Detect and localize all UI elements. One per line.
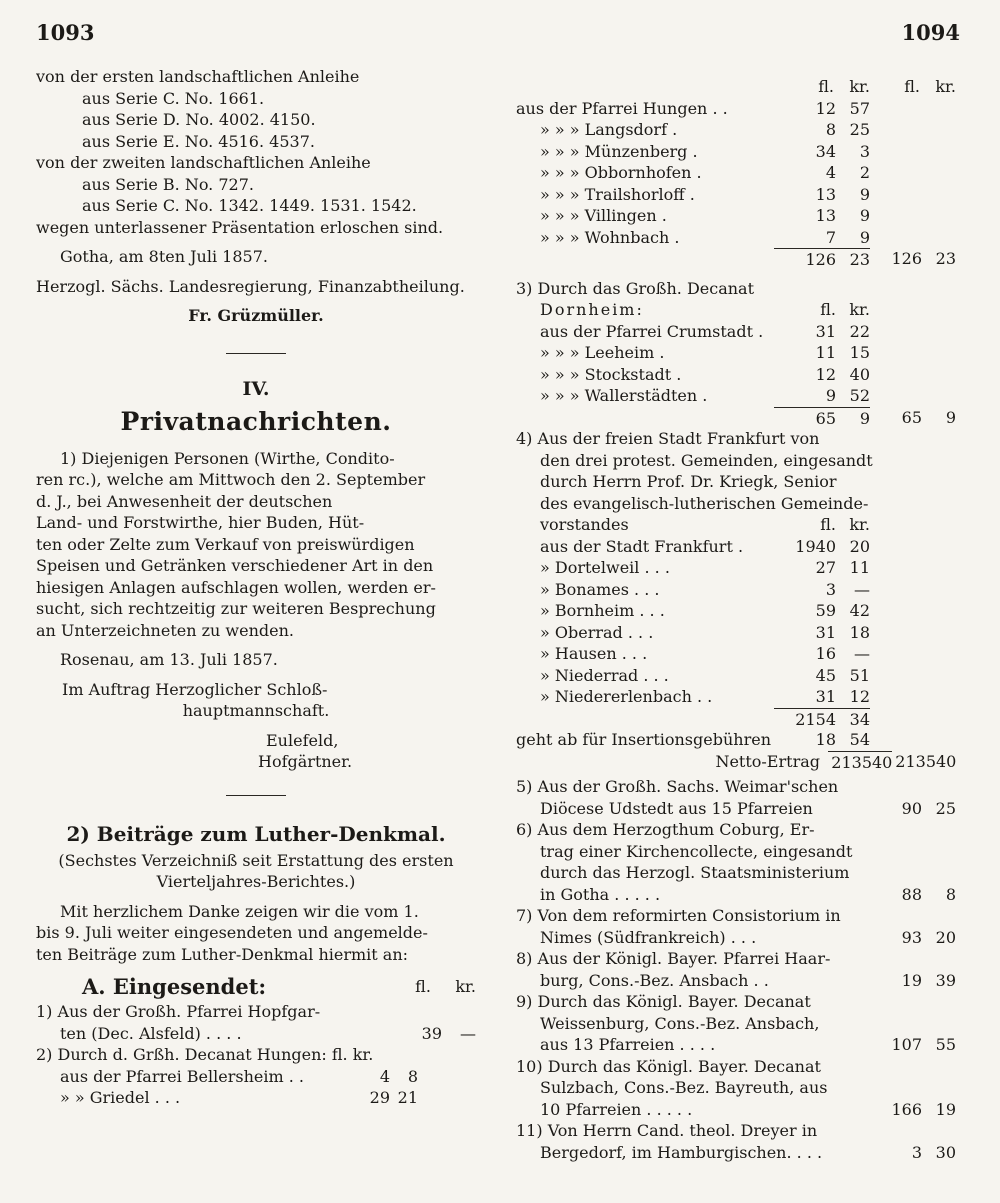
intro-line: aus Serie B. No. 727.	[82, 174, 254, 194]
amount-kr: 52	[849, 386, 870, 405]
entry-label: aus der Pfarrei Bellersheim . .	[60, 1066, 304, 1086]
unit-kr: kr.	[849, 515, 870, 534]
amount-fl: 88	[901, 884, 922, 904]
entry-row	[516, 299, 956, 321]
total-fl: 2135	[895, 751, 936, 771]
amount-kr: 12	[849, 687, 870, 706]
entry-line: Sulzbach, Cons.-Bez. Bayreuth, aus	[540, 1078, 828, 1097]
notice-line: sucht, sich rechtzeitig zur weiteren Besprechung	[36, 599, 436, 618]
amount-kr: 25	[935, 798, 956, 818]
entry-line: 6) Aus dem Herzogthum Coburg, Er-	[516, 820, 815, 839]
amount-kr: 19	[935, 1099, 956, 1119]
unit-header	[516, 76, 956, 98]
entry-line: trag einer Kirchencollecte, eingesandt	[540, 841, 853, 861]
amount-fl: 39	[421, 1023, 442, 1043]
entry-label: Nimes (Südfrankreich) . . .	[540, 927, 757, 947]
amount-kr: 20	[935, 927, 956, 947]
unit-fl: fl.	[415, 977, 431, 996]
amount-kr: 8	[407, 1066, 418, 1086]
entry-row	[516, 622, 956, 644]
subtotal-kr: 9	[859, 408, 870, 428]
amount-kr: 39	[935, 970, 956, 990]
amount-fl: 29	[369, 1088, 390, 1107]
entry-row	[516, 536, 956, 558]
place-date: Gotha, am 8ten Juli 1857.	[60, 247, 268, 266]
amount-kr: 15	[849, 343, 870, 362]
intro-line: wegen unterlassener Präsentation erloschen sind.	[36, 217, 444, 237]
amount-kr: 9	[859, 206, 870, 225]
gardener-name: Eulefeld,	[266, 730, 339, 750]
net-kr: 40	[872, 752, 893, 772]
subtotal-fl: 2154	[795, 709, 836, 729]
notice-line: ren rc.), welche am Mittwoch den 2. September	[36, 470, 426, 489]
rosenau-date: Rosenau, am 13. Juli 1857.	[60, 650, 278, 669]
entry-label: Diöcese Udstedt aus 15 Pfarreien	[540, 798, 813, 818]
entry-label: Bergedorf, im Hamburgischen. . . .	[540, 1142, 823, 1162]
amount-fl: 4	[825, 163, 836, 182]
amount-fl: 9	[825, 386, 836, 405]
amount-fl: 19	[901, 970, 922, 990]
entry-row	[516, 514, 956, 536]
page-number-left: 1093	[36, 20, 95, 45]
deduction-row	[516, 729, 956, 751]
amount-fl: 13	[815, 184, 836, 204]
entry-row	[516, 927, 956, 949]
section-number: IV.	[242, 377, 270, 400]
amount-fl: 59	[815, 601, 836, 620]
net-fl: 2135	[831, 752, 872, 772]
net-row	[516, 751, 956, 773]
entry-label: aus der Pfarrei Crumstadt .	[540, 321, 764, 341]
amount-kr: 42	[849, 601, 870, 620]
net-label: Netto-Ertrag	[715, 751, 820, 771]
amount-fl: 3	[911, 1142, 922, 1162]
amount-fl: 11	[815, 343, 836, 362]
entry-line: 1) Aus der Großh. Pfarrei Hopfgar-	[36, 1002, 321, 1021]
entry-row	[516, 205, 956, 227]
amount-kr: 25	[849, 120, 870, 139]
entry-row	[516, 1142, 956, 1164]
entry-label: » » Griedel . . .	[60, 1088, 181, 1107]
amount-kr: 30	[935, 1142, 956, 1162]
unit-header	[391, 973, 476, 1001]
subtotal-row	[516, 708, 956, 730]
amount-kr: —	[460, 1023, 476, 1043]
unit-fl: fl.	[820, 300, 836, 319]
amount-kr: 11	[849, 558, 870, 577]
amount-fl: 13	[815, 206, 836, 225]
entry-row	[516, 665, 956, 687]
deduction-label: geht ab für Insertionsgebühren	[516, 730, 771, 749]
commission-line: Im Auftrag Herzoglicher Schloß-	[62, 679, 328, 699]
entry-line: 5) Aus der Großh. Sachs. Weimar'schen	[516, 777, 839, 796]
unit-fl: fl.	[818, 77, 834, 96]
entry-label: Dornheim:	[540, 300, 644, 319]
entry-line: 2) Durch d. Grßh. Decanat Hungen: fl. kr.	[36, 1045, 374, 1064]
entry-row	[36, 1066, 476, 1088]
subtotal-fl: 126	[805, 250, 836, 269]
amount-fl: 18	[815, 730, 836, 749]
notice-line: 1) Diejenigen Personen (Wirthe, Condito-	[60, 448, 395, 468]
unit-fl: fl.	[820, 515, 836, 534]
entry-line: 9) Durch das Königl. Bayer. Decanat	[516, 992, 811, 1011]
amount-kr: 54	[849, 730, 870, 749]
entry-label: » Niedererlenbach . .	[540, 687, 713, 706]
amount-kr: 18	[849, 622, 870, 642]
entry-row	[516, 686, 956, 708]
entry-label: » Dortelweil . . .	[540, 558, 670, 577]
entry-label: » Oberrad . . .	[540, 622, 654, 642]
unit-fl: fl.	[904, 77, 920, 96]
entry-5	[516, 776, 956, 819]
amount-fl: 90	[901, 798, 922, 818]
entry-label: aus der Stadt Frankfurt .	[540, 536, 744, 556]
divider	[226, 353, 286, 354]
entry-label: » » » Langsdorf .	[540, 120, 678, 139]
entry-label: » » » Obbornhofen .	[540, 163, 702, 182]
commission-line: hauptmannschaft.	[182, 701, 330, 720]
intro-line: aus Serie D. No. 4002. 4150.	[82, 110, 316, 129]
right-column	[516, 76, 956, 1163]
amount-fl: 12	[815, 98, 836, 118]
thanks-line: ten Beiträge zum Luther-Denkmal hiermit an:	[36, 944, 409, 964]
entry-line: des evangelisch-lutherischen Gemeinde-	[540, 493, 869, 513]
entry-line: 10) Durch das Königl. Bayer. Decanat	[516, 1056, 821, 1076]
divider	[226, 795, 286, 796]
amount-kr: 3	[859, 141, 870, 161]
entry-row	[516, 557, 956, 579]
amount-kr: 21	[397, 1088, 418, 1107]
notice-line: d. J., bei Anwesenheit der deutschen	[36, 491, 333, 511]
entry-7	[516, 905, 956, 948]
amount-kr: —	[854, 579, 870, 599]
amount-fl: 12	[815, 364, 836, 384]
entry-row	[516, 643, 956, 665]
entry-label: aus der Pfarrei Hungen . .	[516, 98, 728, 118]
amount-fl: 4	[379, 1066, 390, 1086]
amount-fl: 93	[901, 927, 922, 947]
luther-title: 2) Beiträge zum Luther-Denkmal.	[66, 821, 446, 846]
amount-fl: 27	[815, 558, 836, 577]
entry-row	[516, 98, 956, 120]
unit-kr: kr.	[455, 977, 476, 996]
amount-fl: 107	[891, 1035, 922, 1054]
received-title: A. Eingesendet:	[82, 974, 267, 999]
notice-line: Land- und Forstwirthe, hier Buden, Hüt-	[36, 513, 365, 532]
entry-label: burg, Cons.-Bez. Ansbach . .	[540, 970, 769, 990]
entry-line: 7) Von dem reformirten Consistorium in	[516, 906, 841, 925]
subtotal-fl: 65	[815, 408, 836, 428]
left-column	[36, 66, 476, 1109]
intro-line: aus Serie C. No. 1342. 1449. 1531. 1542.	[82, 196, 417, 215]
entry-row	[516, 385, 956, 407]
entry-row	[516, 141, 956, 163]
entry-line: Weissenburg, Cons.-Bez. Ansbach,	[540, 1013, 820, 1033]
entry-label: » » » Villingen .	[540, 206, 667, 225]
amount-fl: 45	[815, 665, 836, 685]
entry-label: » » » Leeheim .	[540, 343, 665, 362]
subtotal-kr: 23	[849, 250, 870, 269]
entry-row	[516, 342, 956, 364]
amount-fl: 16	[815, 644, 836, 663]
entry-label: » » » Wohnbach .	[540, 227, 680, 247]
total-fl: 126	[891, 249, 922, 268]
unit-kr: kr.	[935, 77, 956, 96]
received-header	[36, 973, 476, 1001]
amount-kr: —	[854, 644, 870, 663]
entry-row	[516, 364, 956, 386]
entry-label: vorstandes	[540, 515, 629, 534]
entry-label: » Hausen . . .	[540, 644, 648, 663]
amount-fl: 1940	[795, 536, 836, 556]
amount-fl: 7	[825, 227, 836, 247]
entry-label: 10 Pfarreien . . . . .	[540, 1099, 693, 1119]
subtotal-kr: 34	[849, 709, 870, 729]
signer: Fr. Grüzmüller.	[188, 306, 324, 325]
page-number-right: 1094	[901, 20, 960, 45]
entry-label: » Bonames . . .	[540, 579, 660, 599]
entry-6	[516, 819, 956, 905]
amount-kr: 57	[849, 98, 870, 118]
amount-kr: 55	[935, 1035, 956, 1054]
amount-fl: 34	[815, 141, 836, 161]
entry-row	[516, 1034, 956, 1056]
entry-label: in Gotha . . . . .	[540, 884, 661, 904]
entry-line: durch das Herzogl. Staatsministerium	[540, 863, 850, 882]
notice-line: ten oder Zelte zum Verkauf von preiswürdigen	[36, 534, 415, 554]
entry-row	[516, 579, 956, 601]
entry-line: 4) Aus der freien Stadt Frankfurt von	[516, 429, 820, 448]
entry-line: durch Herrn Prof. Dr. Kriegk, Senior	[540, 472, 837, 491]
entry-label: ten (Dec. Alsfeld) . . . .	[60, 1023, 242, 1043]
entry-row	[516, 884, 956, 906]
amount-kr: 20	[849, 536, 870, 556]
amount-kr: 40	[849, 364, 870, 384]
entry-10	[516, 1056, 956, 1121]
unit-kr: kr.	[849, 300, 870, 319]
amount-kr: 9	[859, 227, 870, 247]
entry-line: 8) Aus der Königl. Bayer. Pfarrei Haar-	[516, 949, 831, 968]
entry-line: 3) Durch das Großh. Decanat	[516, 278, 755, 298]
amount-fl: 3	[825, 579, 836, 599]
amount-kr: 2	[859, 163, 870, 182]
amount-fl: 31	[815, 687, 836, 706]
subtotal-row	[516, 248, 956, 270]
entry-row	[516, 227, 956, 249]
total-kr: 40	[936, 751, 957, 771]
entry-row	[516, 600, 956, 622]
thanks-line: bis 9. Juli weiter eingesendeten und angemelde-	[36, 923, 428, 942]
authority: Herzogl. Sächs. Landesregierung, Finanzabtheilung.	[36, 276, 465, 296]
entry-label: » » » Trailshorloff .	[540, 184, 695, 204]
amount-kr: 51	[849, 665, 870, 685]
entry-label: » » » Stockstadt .	[540, 364, 682, 384]
amount-kr: 9	[859, 184, 870, 204]
entry-line: 11) Von Herrn Cand. theol. Dreyer in	[516, 1121, 818, 1140]
subtotal-row	[516, 407, 956, 429]
unit-kr: kr.	[849, 77, 870, 96]
intro-line: aus Serie E. No. 4516. 4537.	[82, 131, 315, 151]
entry-11	[516, 1120, 956, 1163]
intro-line: von der zweiten landschaftlichen Anleihe	[36, 153, 371, 172]
entry-row	[516, 321, 956, 343]
intro-line: von der ersten landschaftlichen Anleihe	[36, 67, 360, 86]
notice-line: an Unterzeichneten zu wenden.	[36, 620, 294, 640]
entry-row	[36, 1023, 476, 1045]
entry-label: aus 13 Pfarreien . . . .	[540, 1035, 716, 1054]
entry-row	[516, 119, 956, 141]
notice-line: Speisen und Getränken verschiedener Art in den	[36, 556, 434, 575]
gardener-title: Hofgärtner.	[258, 752, 353, 771]
entry-row	[36, 1087, 476, 1109]
entry-row	[516, 184, 956, 206]
luther-subtitle: (Sechstes Verzeichniß seit Erstattung des ersten	[58, 850, 454, 870]
luther-subtitle: Vierteljahres-Berichtes.)	[156, 872, 356, 891]
entry-9	[516, 991, 956, 1056]
intro-line: aus Serie C. No. 1661.	[82, 88, 265, 108]
amount-fl: 8	[825, 120, 836, 139]
amount-fl: 166	[891, 1099, 922, 1119]
total-fl: 65	[901, 407, 922, 427]
total-kr: 9	[945, 407, 956, 427]
amount-kr: 8	[945, 884, 956, 904]
entry-8	[516, 948, 956, 991]
notice-line: hiesigen Anlagen aufschlagen wollen, werden er-	[36, 577, 436, 597]
entry-line: den drei protest. Gemeinden, eingesandt	[540, 450, 873, 470]
entry-label: » Bornheim . . .	[540, 601, 665, 620]
amount-fl: 31	[815, 622, 836, 642]
amount-kr: 22	[849, 321, 870, 341]
entry-row	[516, 1099, 956, 1121]
entry-row	[516, 970, 956, 992]
entry-row	[516, 162, 956, 184]
entry-label: » » » Wallerstädten .	[540, 386, 708, 405]
total-kr: 23	[935, 249, 956, 268]
entry-label: » » » Münzenberg .	[540, 141, 698, 161]
thanks-line: Mit herzlichem Danke zeigen wir die vom 1.	[60, 901, 419, 921]
section-title: Privatnachrichten.	[120, 406, 392, 436]
entry-row	[516, 798, 956, 820]
entry-label: » Niederrad . . .	[540, 665, 669, 685]
amount-fl: 31	[815, 321, 836, 341]
